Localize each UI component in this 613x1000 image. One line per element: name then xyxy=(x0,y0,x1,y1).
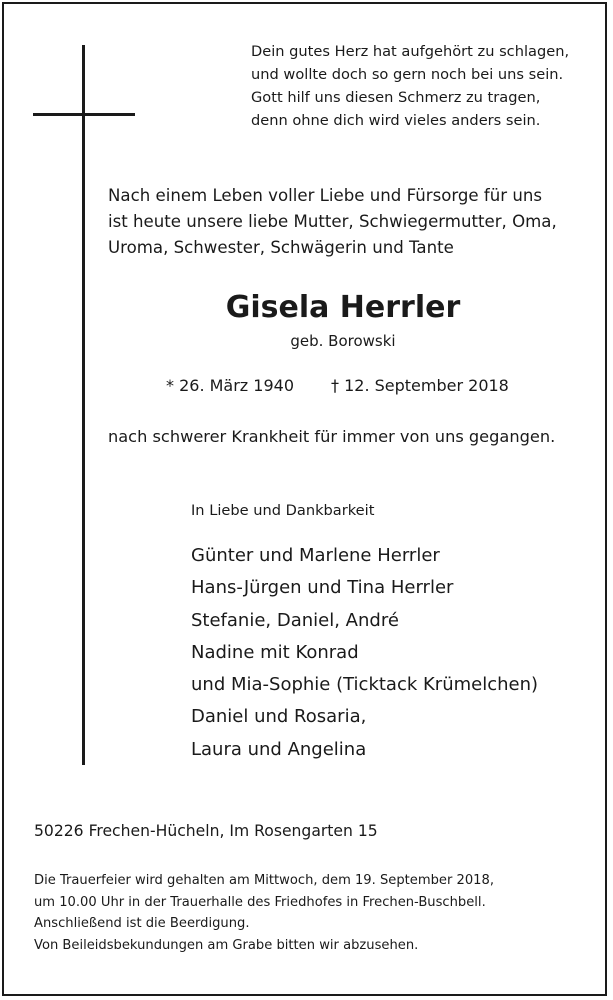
death-date: † 12. September 2018 xyxy=(331,376,509,395)
poem-line: Dein gutes Herz hat aufgehört zu schlagen, xyxy=(251,43,570,60)
mourners-list xyxy=(191,540,538,766)
obituary-frame xyxy=(2,2,607,996)
ceremony-line: Die Trauerfeier wird gehalten am Mittwoch, dem 19. September 2018, xyxy=(34,873,494,888)
mourner-entry: Günter und Marlene Herrler xyxy=(191,545,440,566)
poem-line: und wollte doch so gern noch bei uns sein. xyxy=(251,66,564,83)
mourner-entry: und Mia-Sophie (Ticktack Krümelchen) xyxy=(191,674,539,696)
poem-line: Gott hilf uns diesen Schmerz zu tragen, xyxy=(251,89,541,106)
birth-date: * 26. März 1940 xyxy=(166,376,295,395)
poem-line: denn ohne dich wird vieles anders sein. xyxy=(251,112,541,129)
cross-vertical-bar xyxy=(82,45,85,765)
poem xyxy=(251,40,596,132)
thanks-text: In Liebe und Dankbarkeit xyxy=(191,502,375,519)
mourner-entry: Daniel und Rosaria, xyxy=(191,706,367,728)
deceased-name: Gisela Herrler xyxy=(225,290,461,325)
ceremony-line: Von Beileidsbekundungen am Grabe bitten wir abzusehen. xyxy=(34,937,419,953)
mourner-entry: Laura und Angelina xyxy=(191,738,367,760)
intro-line: Uroma, Schwester, Schwägerin und Tante xyxy=(108,238,454,257)
mourner-entry: Hans-Jürgen und Tina Herrler xyxy=(191,577,454,599)
ceremony-line: Anschließend ist die Beerdigung. xyxy=(34,916,250,931)
address: 50226 Frechen-Hücheln, Im Rosengarten 15 xyxy=(34,822,378,840)
intro-line: Nach einem Leben voller Liebe und Fürsorge für uns xyxy=(108,186,543,205)
ceremony-info xyxy=(34,870,494,956)
mourner-entry: Nadine mit Konrad xyxy=(191,641,359,663)
intro-text xyxy=(108,183,598,261)
cross-horizontal-bar xyxy=(33,113,135,116)
mourner-entry: Stefanie, Daniel, André xyxy=(191,609,399,631)
passed-text: nach schwerer Krankheit für immer von uns gegangen. xyxy=(108,427,556,446)
intro-line: ist heute unsere liebe Mutter, Schwiegermutter, Oma, xyxy=(108,212,557,231)
ceremony-line: um 10.00 Uhr in der Trauerhalle des Friedhofes in Frechen-Buschbell. xyxy=(34,894,486,910)
birth-name: geb. Borowski xyxy=(290,332,396,350)
